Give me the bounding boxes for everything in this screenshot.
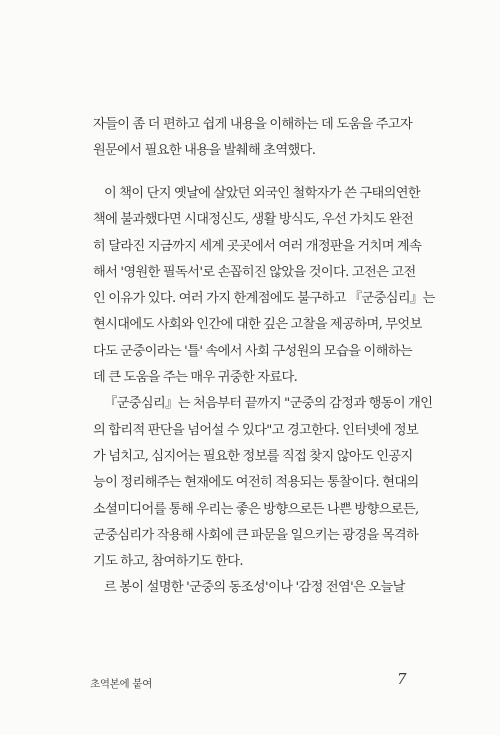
text-line: 책에 불과했다면 시대정신도, 생활 방식도, 우선 가치도 완전 — [93, 212, 414, 228]
text-line: 『군중심리』는 처음부터 끝까지 "군중의 감정과 행동이 개인 — [104, 396, 433, 412]
text-line: 의 합리적 판단을 넘어설 수 있다"고 경고한다. 인터넷에 정보 — [93, 422, 419, 438]
text-line: 해서 '영원한 필독서'로 손꼽히진 않았을 것이다. 고전은 고전 — [93, 264, 416, 280]
page-number: 7 — [397, 670, 407, 688]
paragraph-continuation — [93, 112, 424, 165]
text-line: 군중심리가 작용해 사회에 큰 파문을 일으키는 광경을 목격하 — [93, 527, 419, 543]
text-line: 능이 정리해주는 현재에도 여전히 적용되는 통찰이다. 현대의 — [93, 475, 419, 491]
text-line: 자들이 좀 더 편하고 쉽게 내용을 이해하는 데 도움을 주고자 — [93, 117, 413, 132]
text-line: 데 큰 도움을 주는 매우 귀중한 자료다. — [93, 370, 298, 386]
text-line: 기도 하고, 참여하기도 한다. — [93, 554, 243, 570]
text-line: 소셜미디어를 통해 우리는 좋은 방향으로든 나쁜 방향으로든, — [93, 501, 419, 517]
text-line: 히 달라진 지금까지 세계 곳곳에서 여러 개정판을 거치며 계속 — [93, 238, 422, 254]
text-line: 다도 군중이라는 '틀' 속에서 사회 구성원의 모습을 이해하는 — [93, 343, 413, 359]
body-text — [93, 181, 435, 602]
text-line: 현시대에도 사회와 인간에 대한 깊은 고찰을 제공하며, 무엇보 — [93, 317, 422, 333]
text-line: 원문에서 필요한 내용을 발췌해 초역했다. — [93, 143, 316, 159]
text-line: 이 책이 단지 옛날에 살았던 외국인 철학자가 쓴 구태의연한 — [104, 186, 421, 201]
text-line: 르 봉이 설명한 '군중의 동조성'이나 '감정 전염'은 오늘날 — [104, 580, 405, 596]
text-line: 인 이유가 있다. 여러 가지 한계점에도 불구하고 『군중심리』는 — [93, 291, 435, 307]
running-title: 초역본에 붙여 — [90, 678, 153, 690]
text-line: 가 넘치고, 심지어는 필요한 정보를 직접 찾지 않아도 인공지 — [93, 448, 413, 464]
